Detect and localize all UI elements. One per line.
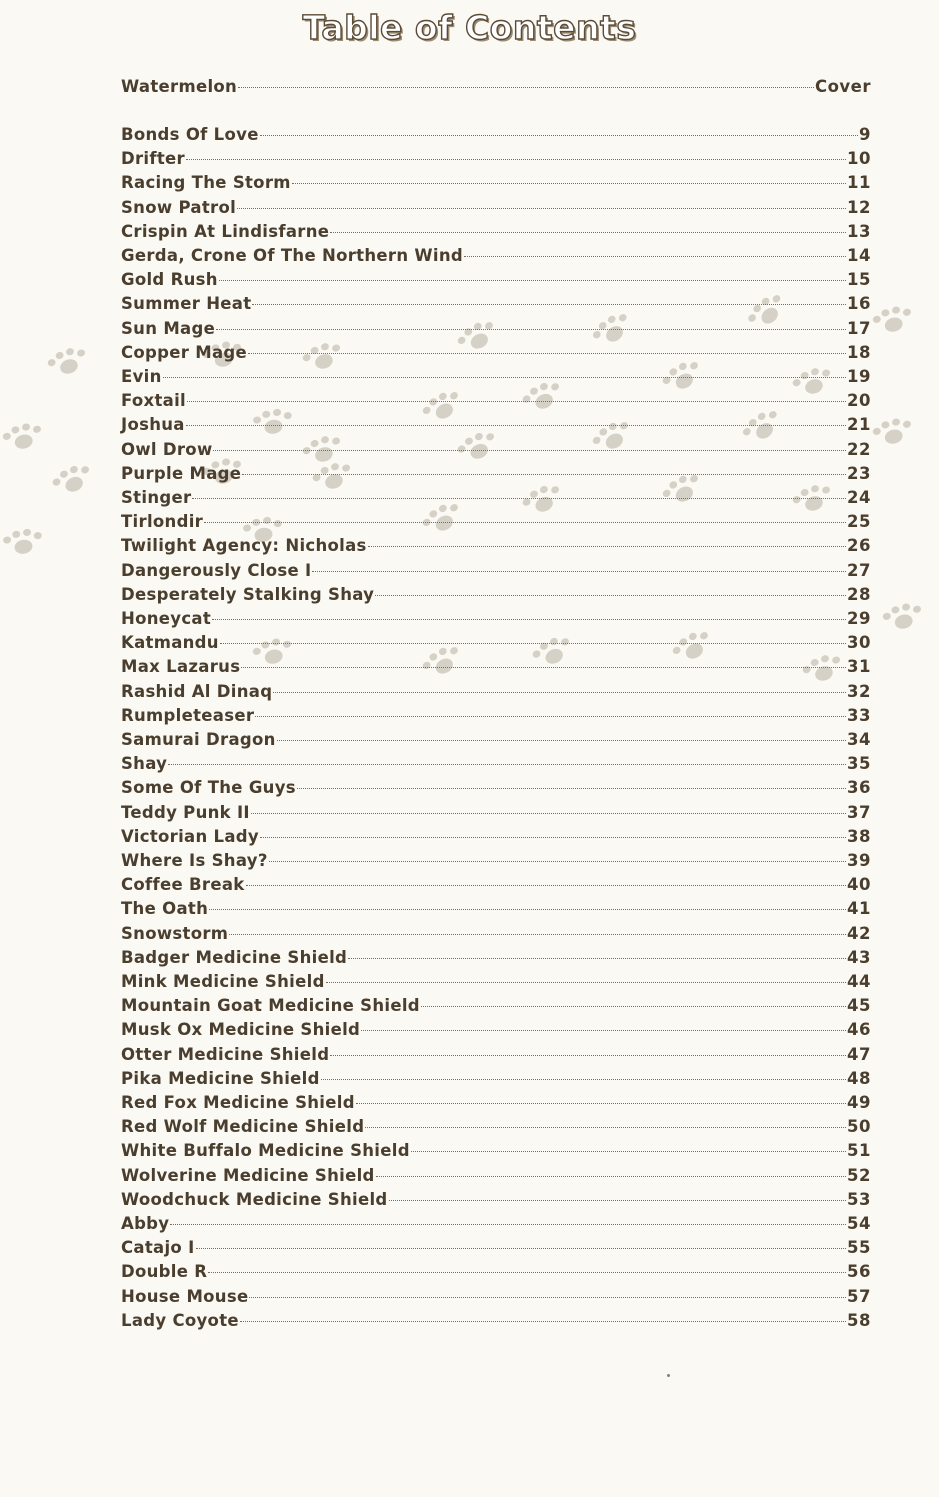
toc-page-number: 34 <box>847 730 871 749</box>
toc-page-number: 15 <box>847 270 871 290</box>
toc-page-number: 52 <box>847 1165 871 1185</box>
toc-entry[interactable] <box>121 971 871 993</box>
toc-entry[interactable] <box>121 293 871 315</box>
toc-page-number: 50 <box>847 1117 871 1137</box>
toc-entry-title: Gold Rush <box>121 270 218 290</box>
toc-page-number: 23 <box>847 463 871 483</box>
toc-entry[interactable] <box>121 390 871 412</box>
toc-page-number: 16 <box>847 294 871 314</box>
toc-entry-title: Snowstorm <box>121 923 229 943</box>
toc-entry[interactable] <box>121 947 871 969</box>
dot-leader <box>252 304 846 305</box>
toc-page-number: 38 <box>847 826 871 846</box>
dot-leader <box>348 958 846 959</box>
toc-entry-title: Evin <box>121 367 162 386</box>
dot-leader <box>389 1200 847 1201</box>
toc-entry-title: Mink Medicine Shield <box>121 972 325 991</box>
toc-page-number: 41 <box>847 899 871 919</box>
dot-leader <box>196 1248 846 1249</box>
dot-leader <box>356 1103 846 1104</box>
dot-leader <box>375 595 846 596</box>
toc-entry-title: Victorian Lady <box>121 826 259 846</box>
dot-leader <box>260 837 846 838</box>
dot-leader <box>411 1151 846 1152</box>
toc-entry-title: House Mouse <box>121 1286 249 1306</box>
dot-leader <box>361 1030 846 1031</box>
toc-entry[interactable] <box>121 1116 871 1138</box>
toc-page-number: 44 <box>847 972 871 991</box>
page-title: Table of Contents <box>302 8 637 47</box>
toc-page-number: 32 <box>847 681 871 701</box>
dot-leader <box>421 1006 846 1007</box>
toc-entry[interactable] <box>121 1237 871 1259</box>
dot-leader <box>246 885 846 886</box>
toc-entry-title: Gerda, Crone Of The Northern Wind <box>121 246 464 265</box>
toc-entry-title: Badger Medicine Shield <box>121 947 348 967</box>
dot-leader <box>204 522 846 523</box>
toc-page-number: 24 <box>847 488 871 507</box>
toc-entry[interactable] <box>121 221 871 243</box>
toc-entry-title: Wolverine Medicine Shield <box>121 1165 375 1185</box>
toc-page-number: 49 <box>847 1093 871 1112</box>
toc-entry[interactable] <box>121 197 871 219</box>
toc-page-number: 11 <box>847 173 871 193</box>
toc-entry[interactable] <box>121 124 871 146</box>
dot-leader <box>213 450 846 451</box>
toc-page-number: 26 <box>847 536 871 556</box>
toc-entry-title: Mountain Goat Medicine Shield <box>121 996 420 1016</box>
toc-entry-title: Red Fox Medicine Shield <box>121 1093 355 1112</box>
toc-entry[interactable] <box>121 705 871 727</box>
toc-entry-title: Summer Heat <box>121 294 252 314</box>
toc-page-number: 54 <box>847 1214 871 1233</box>
toc-entry[interactable] <box>121 826 871 848</box>
dot-leader <box>260 135 858 136</box>
dot-leader <box>237 208 846 209</box>
toc-entry-title: Katmandu <box>121 633 219 653</box>
dot-leader <box>219 280 846 281</box>
toc-entry-title: Shay <box>121 754 168 774</box>
toc-entry[interactable] <box>121 1165 871 1187</box>
dot-leader <box>209 909 846 910</box>
toc-entry[interactable] <box>121 318 871 340</box>
toc-page-number: 33 <box>847 705 871 725</box>
toc-entry[interactable] <box>121 172 871 194</box>
toc-entry-title: Musk Ox Medicine Shield <box>121 1020 361 1040</box>
dot-leader <box>170 1224 846 1225</box>
toc-entry[interactable] <box>121 1044 871 1066</box>
toc-entry-title: Rumpleteaser <box>121 705 255 725</box>
toc-page-number: 35 <box>847 754 871 774</box>
toc-entry[interactable] <box>121 148 871 170</box>
toc-entry-title: Copper Mage <box>121 342 247 362</box>
toc-page-number: 40 <box>847 875 871 895</box>
toc-page-number: 57 <box>847 1286 871 1306</box>
toc-entry[interactable] <box>121 439 871 461</box>
toc-entry-title: Watermelon <box>121 77 238 96</box>
toc-page-number: 48 <box>847 1068 871 1088</box>
dot-leader <box>212 619 846 620</box>
dot-leader <box>255 716 846 717</box>
toc-page-number: Cover <box>814 77 871 96</box>
dot-leader <box>241 667 846 668</box>
toc-page-number: 58 <box>847 1310 871 1330</box>
toc-entry[interactable] <box>121 511 871 533</box>
toc-entry-title: Abby <box>121 1214 170 1233</box>
dot-leader <box>273 692 846 693</box>
toc-page-number: 56 <box>847 1262 871 1282</box>
toc-entry-title: Red Wolf Medicine Shield <box>121 1117 365 1137</box>
toc-page-number: 27 <box>847 560 871 580</box>
dot-leader <box>376 1176 846 1177</box>
toc-entry-title: Double R <box>121 1262 208 1282</box>
toc-entry-title: Tirlondir <box>121 512 204 532</box>
dot-leader <box>229 934 846 935</box>
dot-leader <box>312 571 846 572</box>
dot-leader <box>326 982 846 983</box>
toc-entry[interactable] <box>121 463 871 485</box>
dot-leader <box>238 87 814 88</box>
toc-entry[interactable] <box>121 874 871 896</box>
toc-page-number: 25 <box>847 512 871 532</box>
dot-leader <box>330 1055 846 1056</box>
toc-entry-title: Otter Medicine Shield <box>121 1044 330 1064</box>
toc-page-number: 37 <box>847 802 871 822</box>
toc-entry[interactable] <box>121 342 871 364</box>
toc-page-number: 51 <box>847 1141 871 1161</box>
toc-entry[interactable] <box>121 535 871 557</box>
toc-entry-title: Where Is Shay? <box>121 851 268 870</box>
toc-page-number: 29 <box>847 609 871 628</box>
dot-leader <box>216 329 846 330</box>
toc-entry-title: Purple Mage <box>121 463 242 483</box>
toc-entry[interactable] <box>121 1261 871 1283</box>
dot-leader <box>186 159 846 160</box>
toc-entry[interactable] <box>121 777 871 799</box>
toc-page-number: 43 <box>847 947 871 967</box>
dot-leader <box>368 546 846 547</box>
toc-page-number: 20 <box>847 391 871 411</box>
toc-entry[interactable] <box>121 608 871 630</box>
toc-entry-title: Lady Coyote <box>121 1310 239 1330</box>
dot-leader <box>163 377 846 378</box>
toc-entry[interactable] <box>121 76 871 98</box>
toc-entry-title: The Oath <box>121 899 209 919</box>
toc-entry[interactable] <box>121 487 871 509</box>
dot-leader <box>208 1272 846 1273</box>
toc-page-number: 47 <box>847 1044 871 1064</box>
dot-leader <box>251 813 846 814</box>
toc-entry[interactable] <box>121 850 871 872</box>
dot-leader <box>365 1127 846 1128</box>
dot-leader <box>248 353 846 354</box>
toc-entry[interactable] <box>121 1068 871 1090</box>
toc-entry-title: Rashid Al Dinaq <box>121 681 273 701</box>
toc-entry[interactable] <box>121 995 871 1017</box>
toc-entry-title: Drifter <box>121 149 185 169</box>
toc-entry[interactable] <box>121 1189 871 1211</box>
toc-page-number: 13 <box>847 221 871 241</box>
toc-entry-title: Coffee Break <box>121 875 245 895</box>
toc-page-number: 31 <box>847 657 871 677</box>
toc-entry-title: Max Lazarus <box>121 657 241 677</box>
dot-leader <box>220 643 846 644</box>
toc-entry-title: Teddy Punk II <box>121 802 250 822</box>
toc-entry-title: Crispin At Lindisfarne <box>121 221 330 241</box>
toc-entry[interactable] <box>121 1140 871 1162</box>
toc-entry-title: Pika Medicine Shield <box>121 1068 320 1088</box>
toc-entry[interactable] <box>121 366 871 388</box>
toc-page-number: 12 <box>847 197 871 217</box>
toc-page-number: 17 <box>847 318 871 338</box>
dot-leader <box>277 740 846 741</box>
toc-page-number: 21 <box>847 415 871 435</box>
toc-entry-title: Catajo I <box>121 1238 195 1258</box>
toc-entry[interactable] <box>121 1092 871 1114</box>
toc-page-number: 42 <box>847 923 871 943</box>
toc-entry[interactable] <box>121 656 871 678</box>
toc-page-number: 28 <box>847 584 871 604</box>
toc-entry[interactable] <box>121 245 871 267</box>
toc-entry-title: Sun Mage <box>121 318 216 338</box>
toc-page-number: 45 <box>847 996 871 1016</box>
dot-leader <box>297 788 846 789</box>
toc-page-number: 18 <box>847 342 871 362</box>
dot-leader <box>249 1297 846 1298</box>
toc-entry-title: Honeycat <box>121 609 212 628</box>
toc-entry-title: Dangerously Close I <box>121 560 312 580</box>
dot-leader <box>192 498 846 499</box>
toc-entry[interactable] <box>121 729 871 751</box>
toc-entry-title: Stinger <box>121 488 192 507</box>
toc-entry[interactable] <box>121 681 871 703</box>
dot-leader <box>321 1079 846 1080</box>
toc-entry-title: Some Of The Guys <box>121 778 296 798</box>
toc-entry[interactable] <box>121 1213 871 1235</box>
dot-leader <box>187 401 846 402</box>
toc-entry[interactable] <box>121 414 871 436</box>
toc-page-number: 9 <box>859 125 871 144</box>
toc-entry-title: Desperately Stalking Shay <box>121 584 375 604</box>
toc-page-number: 22 <box>847 439 871 459</box>
dot-leader <box>330 232 846 233</box>
toc-page-number: 10 <box>847 149 871 169</box>
toc-entry[interactable] <box>121 632 871 654</box>
toc-entry-title: Joshua <box>121 415 185 435</box>
toc-entry[interactable] <box>121 584 871 606</box>
toc-entry-title: Woodchuck Medicine Shield <box>121 1189 388 1209</box>
toc-page-number: 14 <box>847 246 871 265</box>
toc-entry-title: Bonds Of Love <box>121 125 259 144</box>
toc-entry[interactable] <box>121 802 871 824</box>
toc-page-number: 46 <box>847 1020 871 1040</box>
toc-entry-title: Owl Drow <box>121 439 213 459</box>
dot-leader <box>168 764 846 765</box>
toc-entry-title: Racing The Storm <box>121 173 291 193</box>
toc-entry[interactable] <box>121 269 871 291</box>
toc-entry-title: Foxtail <box>121 391 187 411</box>
dot-leader <box>240 1321 846 1322</box>
toc-entry[interactable] <box>121 1019 871 1041</box>
toc-page-number: 19 <box>847 367 871 386</box>
toc-page-number: 36 <box>847 778 871 798</box>
toc-entry-title: White Buffalo Medicine Shield <box>121 1141 410 1161</box>
toc-entry-title: Samurai Dragon <box>121 730 276 749</box>
dot-leader <box>242 474 846 475</box>
toc-entry[interactable] <box>121 1310 871 1332</box>
toc-entry[interactable] <box>121 560 871 582</box>
toc-entry[interactable] <box>121 753 871 775</box>
dot-leader <box>269 861 846 862</box>
toc-page-number: 55 <box>847 1238 871 1258</box>
dot-leader <box>292 183 846 184</box>
toc-entry-title: Snow Patrol <box>121 197 237 217</box>
toc-entry[interactable] <box>121 898 871 920</box>
toc-entry[interactable] <box>121 1286 871 1308</box>
toc-page-number: 30 <box>847 633 871 653</box>
toc-entry-title: Twilight Agency: Nicholas <box>121 536 367 556</box>
toc-page-number: 39 <box>847 851 871 870</box>
dot-leader <box>464 256 846 257</box>
toc-page-number: 53 <box>847 1189 871 1209</box>
dot-leader <box>186 425 846 426</box>
toc-entry[interactable] <box>121 923 871 945</box>
